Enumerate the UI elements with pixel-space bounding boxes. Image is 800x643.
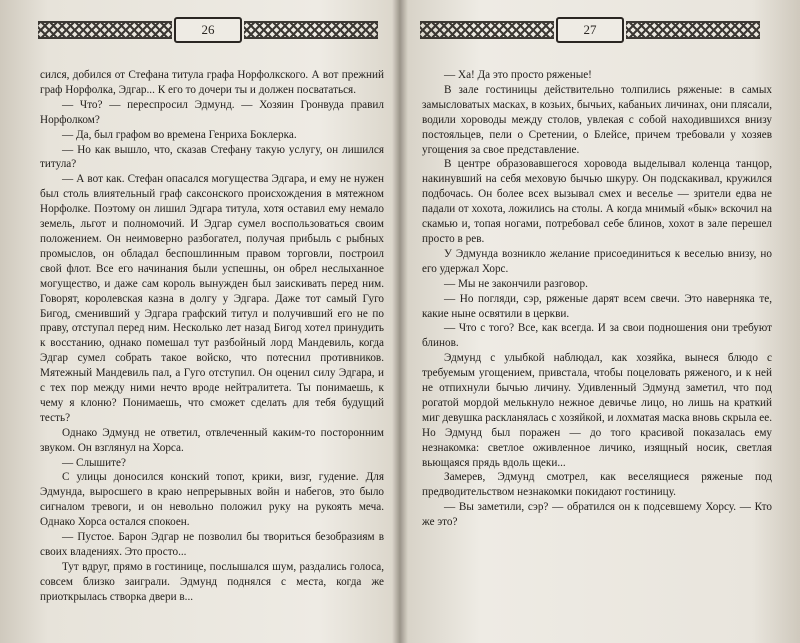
right-page-header — [420, 18, 760, 42]
paragraph: Замерев, Эдмунд смотрел, как веселящиеся ряженые под предводительством незнакомки покидают гостиницу. — [422, 471, 772, 499]
left-page-header — [38, 18, 378, 42]
paragraph: С улицы доносился конский топот, крики, визг, гудение. Для Эдмунда, выросшего в краю непрерывных войн и набегов, это было сигналом тревоги, и он невольно положил руку на рукоять меча. Однако Хорса остался спокоен. — [40, 471, 384, 529]
paragraph: — А вот как. Стефан опасался могущества Эдгара, и ему не нужен был столь влиятельный граф саксонского происхождения в мятежном Норфолке. Поэтому он лишил Эдгара титула, хотя оставил ему немало земель, льгот и полномочий. И Эдгар сумел воспользоваться своим положением. Он неимоверно разбогател, получая прибыль с рыбных промыслов, он обладал беспошлинным правом торговли, построил свой флот. Все его начинания были успешны, он обрел неслыханное могущество, и даже сам король вынужден был заискивать перед ним. Говорят, королевская казна в долгу у Эдгара. Даже тот самый Гуго Бигод, сменивший у Эдгара графский титул и получивший его не по праву, отступал перед ним. Несколько лет назад Бигод хотел принудить к восстанию, однако помешал тут разбойный лорд Мандевиль, когда Эдгар сумел собрать такое войско, что потеснил противников. Мятежный Мандевиль пал, а Гуго отступил. Он оценил силу Эдгара, и с тех пор между ними нечто вроде нейтралитета. Ты понимаешь, к чему я клоню? Понимаешь, что сможет сделать для тебя будущий тесть? — [40, 173, 384, 424]
ornament-band — [244, 21, 378, 39]
paragraph: — Вы заметили, сэр? — обратился он к подсевшему Хорсу. — Кто же это? — [422, 501, 772, 529]
paragraph: — Ха! Да это просто ряженые! — [444, 69, 592, 81]
paragraph: — Да, был графом во времена Генриха Боклерка. — [62, 128, 297, 141]
paragraph: — Но погляди, сэр, ряженые дарят всем свечи. Это наверняка те, какие ныне освятили в церкви. — [422, 292, 772, 320]
paragraph: Однако Эдмунд не ответил, отвлеченный каким-то посторонним звуком. Он взглянул на Хорса. — [40, 426, 384, 454]
paragraph: В центре образовавшегося хоровода выделывал коленца танцор, накинувший на себя меховую бычью шкуру. Он подскакивал, кружился подбочась. Он более всех вызывал смех и веселье — зрители едва не падали от хохота, ложились на столы. А когда мнимый «бык» вскочил на скамью и, топая ногами, потребовал себе блинов, хохот в зале перешел просто в рев. — [422, 158, 772, 245]
right-page — [404, 0, 800, 643]
left-page — [0, 0, 398, 643]
paragraph: — Что? — переспросил Эдмунд. — Хозяин Гронвуда правил Норфолком? — [40, 98, 384, 126]
paragraph: — Пустое. Барон Эдгар не позволил бы твориться безобразиям в своих владениях. Это просто... — [40, 531, 384, 558]
left-page-text — [40, 68, 384, 605]
paragraph: сился, добился от Стефана титула графа Норфолкского. А вот прежний граф Норфолка, Эдгар... К его то дочери ты и должен посвататься. — [40, 69, 384, 96]
page-number: 26 — [174, 17, 242, 43]
right-page-text — [422, 68, 772, 530]
ornament-band — [420, 21, 554, 39]
paragraph: — Но как вышло, что, сказав Стефану такую услугу, он лишился титула? — [40, 143, 384, 171]
paragraph: Эдмунд с улыбкой наблюдал, как хозяйка, вынеся блюдо с требуемым угощением, привстала, чтобы поцеловать ряженого, и к ней не отпихнули бычью личину. Удивленный Эдмунд заметил, что под рогатой мордой мелькнуло нежное девичье лицо, но лишь на краткий миг девушка раскланялась с хозяйкой, и лохматая маска вновь скрыла ее. Но Эдмунд был поражен — до того красивой показалась ему незнакомка: светлое оживленное личико, изящный носик, светлая вьющаяся прядь вдоль щеки... — [422, 352, 772, 469]
paragraph: — Мы не закончили разговор. — [444, 277, 588, 290]
page-number: 27 — [556, 17, 624, 43]
ornament-band — [626, 21, 760, 39]
paragraph: — Слышите? — [62, 456, 126, 469]
paragraph: — Что с того? Все, как всегда. И за свои подношения они требуют блинов. — [422, 322, 772, 350]
ornament-band — [38, 21, 172, 39]
paragraph: Тут вдруг, прямо в гостинице, послышался шум, раздались голоса, совсем близко заиграли. Эдмунд поднялся с места, когда же приоткрылась створка двери в... — [40, 560, 384, 603]
paragraph: В зале гостиницы действительно толпились ряженые: в самых замысловатых масках, в козьих, бычьих, кабаньих личинах, они плясали, водили хороводы между столов, увлекая с собой находившихся внизу постояльцев, пели о Сретении, о Блейсе, причем требовали у хозяев угощения за свое представление. — [422, 83, 772, 156]
paragraph: У Эдмунда возникло желание присоединиться к веселью внизу, но его удержал Хорс. — [422, 247, 772, 275]
